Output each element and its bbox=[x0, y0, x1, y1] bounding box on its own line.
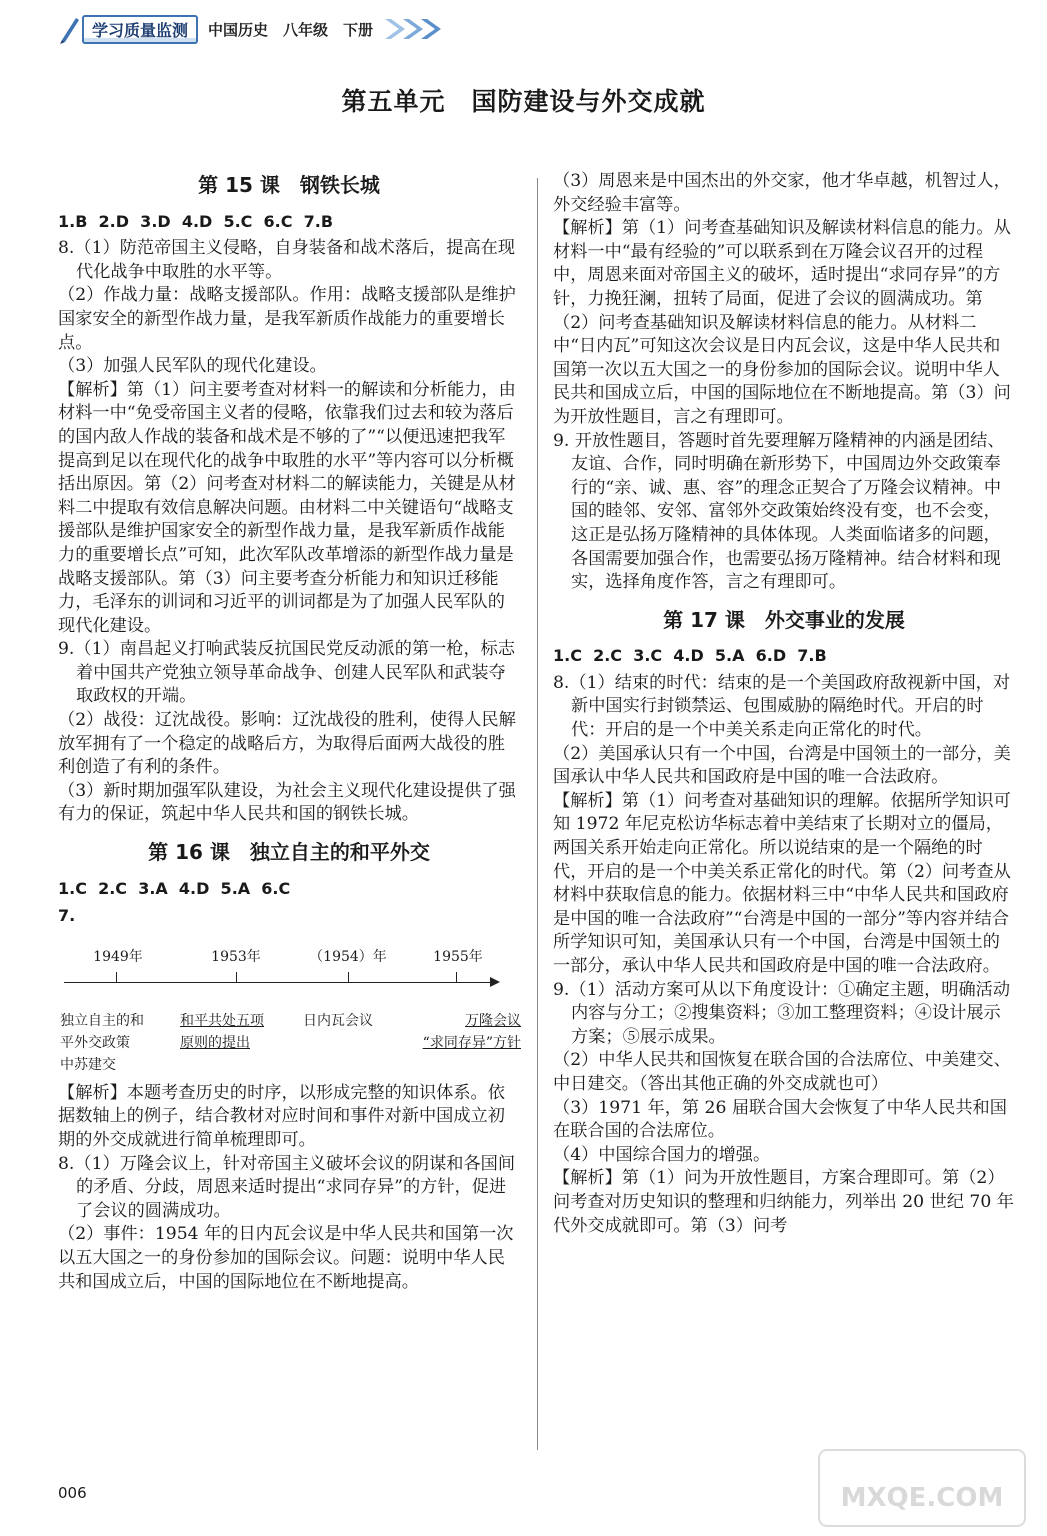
timeline-event-label: 独立自主的和 平外交政策 中苏建交 bbox=[60, 1012, 144, 1073]
column-divider bbox=[537, 178, 538, 1450]
lesson-16-q8-part3: （3）周恩来是中国杰出的外交家，他才华卓越，机智过人，外交经验丰富等。 bbox=[553, 171, 1011, 215]
lesson-17-q8-part1: 8.（1）结束的时代：结束的是一个美国政府敌视新中国，对新中国实行封锁禁运、包围威胁的隔绝时代。开启的时代：开启的是一个中美关系走向正常化的时代。 bbox=[553, 672, 1011, 741]
lesson-15-q9-part1: 9.（1）南昌起义打响武装反抗国民党反动派的第一枪，标志着中国共产党独立领导革命战争、创建人民军队和武装夺取政权的开端。 bbox=[58, 639, 516, 707]
right-column bbox=[553, 170, 1015, 1238]
pen-icon bbox=[58, 14, 82, 44]
watermark-logo bbox=[817, 1448, 1027, 1528]
lesson-16-q7-label: 7. bbox=[58, 906, 76, 926]
lesson-17-q9-part3: （3）1971 年，第 26 届联合国大会恢复了中华人民共和国在联合国的合法席位。 bbox=[553, 1097, 1007, 1142]
subject-label: 中国历史 八年级 下册 bbox=[208, 20, 374, 39]
lesson-16-q8-analysis: 【解析】第（1）问考查基础知识及解读材料信息的能力。从材料一中“最有经验的”可以联系到在万隆会议召开的过程中，周恩来面对帝国主义的破坏，适时提出“求同存异”的方针，力挽狂澜，扭转了局面，促进了会议的圆满成功。第（2）问考查基础知识及解读材料信息的能力。从材料二中“日内瓦”可知这次会议是日内瓦会议，这是中华人民共和国第一次以五大国之一的身份参加的国际会议。说明中华人民共和国成立后，中国的国际地位在不断地提高。第（3）问为开放性题目，言之有理即可。 bbox=[553, 218, 1011, 427]
lesson-16-title: 第 16 课 独立自主的和平外交 bbox=[148, 840, 430, 865]
timeline-tick bbox=[456, 972, 457, 983]
timeline-event-answer: 万隆会议 “求同存异”方针 bbox=[422, 1012, 521, 1051]
page-header bbox=[58, 14, 451, 44]
timeline-tick bbox=[348, 972, 349, 983]
lesson-17-answers: 1.C 2.C 3.C 4.D 5.A 6.D 7.B bbox=[553, 646, 827, 666]
timeline-year: 1953年 bbox=[211, 948, 261, 965]
lesson-17-q9-part1: 9.（1）活动方案可从以下角度设计：①确定主题，明确活动内容与分工；②搜集资料；③加工整理资料；④设计展示方案；⑤展示成果。 bbox=[553, 979, 1011, 1047]
lesson-17-q9-part2: （2）中华人民共和国恢复在联合国的合法席位、中美建交、中日建交。（答出其他正确的外交成就也可） bbox=[553, 1050, 1011, 1094]
lesson-17-q8-analysis: 【解析】第（1）问考查对基础知识的理解。依据所学知识可知 1972 年尼克松访华标志着中美结束了长期对立的僵局，两国关系开始走向正常化。所以说结束的是一个隔绝的时代，开启的是一个中美关系正常化的时代。第（2）问考查从材料中获取信息的能力。依据材料三中“中华人民共和国政府是中国的唯一合法政府”“台湾是中国的一部分”等内容并结合所学知识可知，美国承认只有一个中国，台湾是中国领土的一部分，承认中华人民共和国政府是中国的唯一合法政府。 bbox=[553, 790, 1011, 976]
timeline-year: （1954）年 bbox=[309, 948, 387, 965]
lesson-15-answers: 1.B 2.D 3.D 4.D 5.C 6.C 7.B bbox=[58, 211, 334, 231]
lesson-16-q8-part2: （2）事件：1954 年的日内瓦会议是中华人民共和国第一次以五大国之一的身份参加的国际会议。问题：说明中华人民共和国成立后，中国的国际地位在不断地提高。 bbox=[58, 1224, 514, 1292]
lesson-15-q8-part2: （2）作战力量：战略支援部队。作用：战略支援部队是维护国家安全的新型作战力量，是我军新质作战能力的重要增长点。 bbox=[58, 285, 516, 353]
lesson-16-q8-part1: 8.（1）万隆会议上，针对帝国主义破坏会议的阴谋和各国间的矛盾、分歧，周恩来适时提出“求同存异”的方针，促进了会议的圆满成功。 bbox=[58, 1153, 516, 1221]
lesson-15-title: 第 15 课 钢铁长城 bbox=[198, 173, 380, 197]
lesson-17-title: 第 17 课 外交事业的发展 bbox=[663, 607, 905, 632]
lesson-17-q9-part4: （4）中国综合国力的增强。 bbox=[553, 1144, 771, 1165]
chevron-arrows-icon bbox=[381, 17, 451, 41]
timeline-event-answer: 和平共处五项 原则的提出 bbox=[180, 1012, 264, 1051]
svg-text:MXQE.COM: MXQE.COM bbox=[840, 1483, 1004, 1513]
timeline-event-label: 日内瓦会议 bbox=[303, 1012, 373, 1029]
lesson-16-answers: 1.C 2.C 3.A 4.D 5.A 6.C bbox=[58, 878, 291, 898]
timeline-axis bbox=[64, 982, 494, 983]
lesson-17-q8-part2: （2）美国承认只有一个中国，台湾是中国领土的一部分，美国承认中华人民共和国政府是中国的唯一合法政府。 bbox=[553, 743, 1011, 788]
timeline-tick bbox=[116, 972, 117, 983]
lesson-15-q8-part1: 8.（1）防范帝国主义侵略，自身装备和战术落后，提高在现代化战争中取胜的水平等。 bbox=[58, 238, 516, 282]
series-brand: 学习质量监测 bbox=[82, 15, 198, 44]
timeline-arrow-icon bbox=[490, 977, 500, 987]
lesson-17-q9-analysis: 【解析】第（1）问为开放性题目，方案合理即可。第（2）问考查对历史知识的整理和归纳能力，列举出 20 世纪 70 年代外交成就即可。第（3）问考 bbox=[553, 1168, 1014, 1236]
lesson-15-q8-analysis: 【解析】第（1）问主要考查对材料一的解读和分析能力，由材料一中“免受帝国主义者的侵略，依靠我们过去和较为落后的国内敌人作战的装备和战术是不够的了”“以便迅速把我军提高到足以在现代化的战争中取胜的水平”等内容可以分析概括出原因。第（2）问考查对材料二的解读能力，关键是从材料二中提取有效信息解决问题。由材料二中关键语句“战略支援部队是维护国家安全的新型作战力量，是我军新质作战能力的重要增长点”可知，此次军队改革增添的新型作战力量是战略支援部队。第（3）问主要考查分析能力和知识迁移能力，毛泽东的训词和习近平的训词都是为了加强人民军队的现代化建设。 bbox=[58, 379, 516, 636]
timeline-year: 1955年 bbox=[433, 948, 483, 965]
lesson-16-q9: 9. 开放性题目，答题时首先要理解万隆精神的内涵是团结、友谊、合作，同时明确在新形势下，中国周边外交政策奉行的“亲、诚、惠、容”的理念正契合了万隆会议精神。中国的睦邻、安邻、富邻外交政策始终没有变，也不会变，这正是弘扬万隆精神的具体体现。人类面临诸多的问题，各国需要加强合作，也需要弘扬万隆精神。结合材料和现实，选择角度作答，言之有理即可。 bbox=[553, 430, 1005, 593]
lesson-15-q9-part2: （2）战役：辽沈战役。影响：辽沈战役的胜利，使得人民解放军拥有了一个稳定的战略后方，为取得后面两大战役的胜利创造了有利的条件。 bbox=[58, 710, 516, 778]
timeline bbox=[58, 932, 520, 1082]
timeline-year: 1949年 bbox=[93, 948, 143, 965]
unit-title: 第五单元 国防建设与外交成就 bbox=[341, 87, 706, 116]
timeline-tick bbox=[236, 972, 237, 983]
lesson-15-q8-part3: （3）加强人民军队的现代化建设。 bbox=[58, 356, 327, 377]
lesson-16-q7-analysis: 【解析】本题考查历史的时序，以形成完整的知识体系。依据数轴上的例子，结合教材对应时间和事件对新中国成立初期的外交成就进行简单梳理即可。 bbox=[58, 1082, 505, 1150]
page-number: 006 bbox=[58, 1484, 87, 1502]
lesson-15-q9-part3: （3）新时期加强军队建设，为社会主义现代化建设提供了强有力的保证，筑起中华人民共和国的钢铁长城。 bbox=[58, 780, 516, 825]
left-column bbox=[58, 170, 520, 1294]
